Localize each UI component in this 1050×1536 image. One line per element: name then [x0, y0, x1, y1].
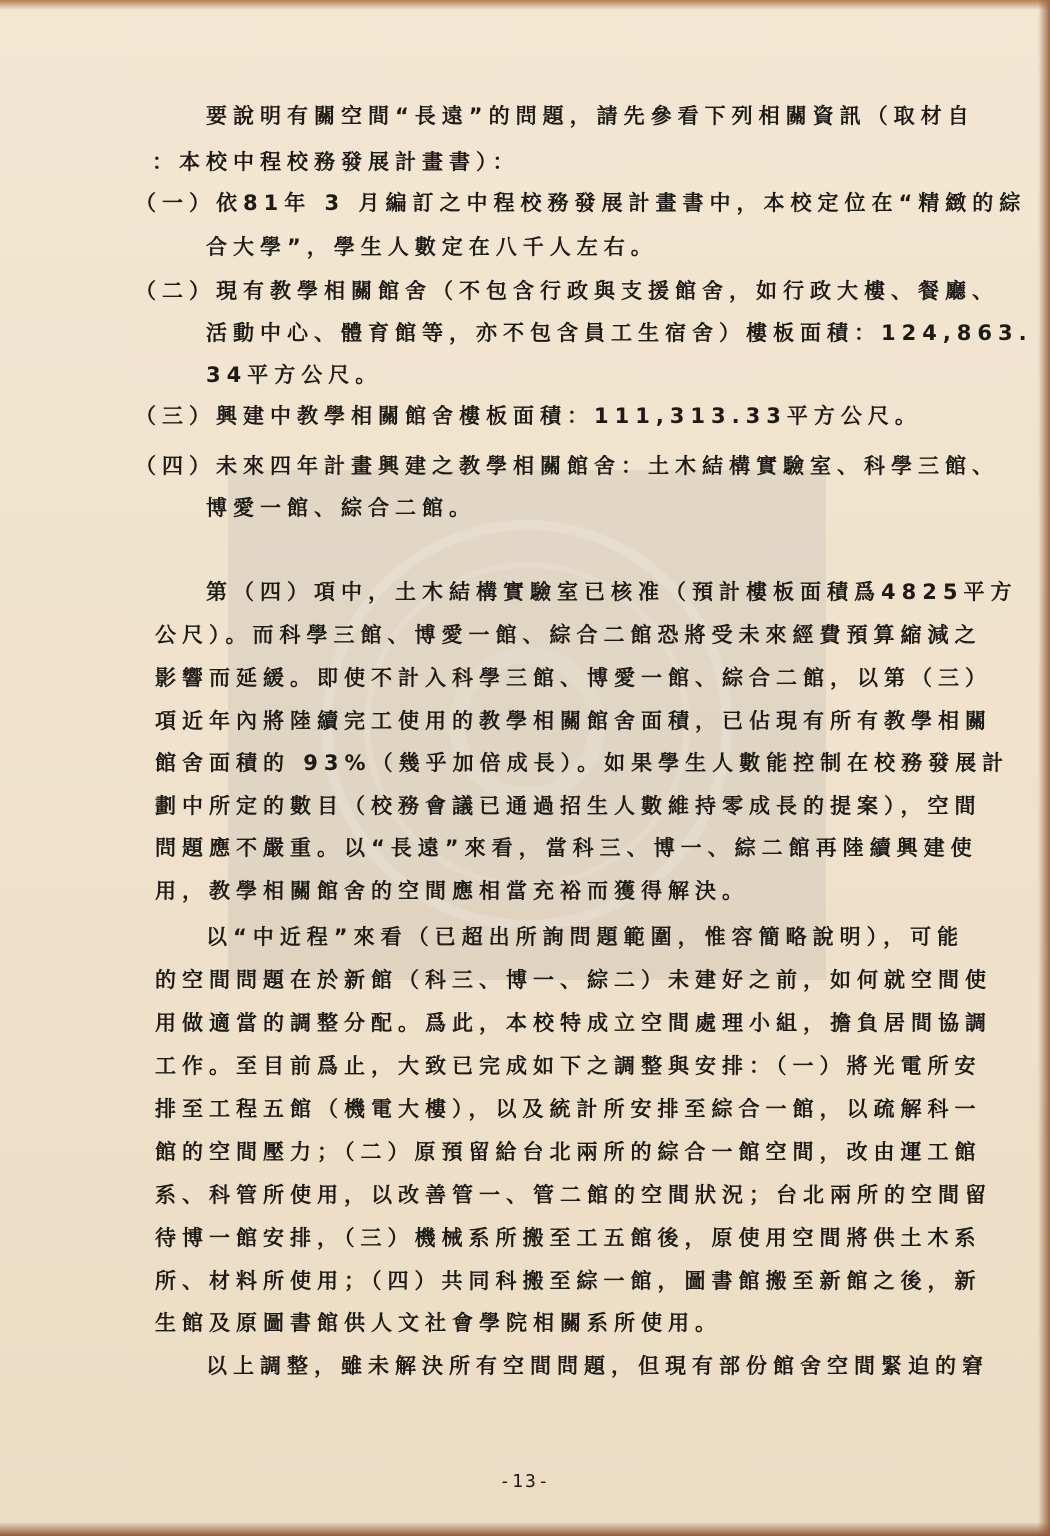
body-line: 問題應不嚴重。以“長遠”來看，當科三、博一、綜二館再陸續興建使 — [155, 836, 978, 860]
page-top-edge — [0, 0, 1050, 10]
body-line: 劃中所定的數目（校務會議已通過招生人數維持零成長的提案），空間 — [155, 794, 982, 818]
page-bottom-edge — [0, 1522, 1050, 1536]
body-line: 排至工程五館（機電大樓），以及統計所安排至綜合一館，以疏解科一 — [155, 1097, 982, 1121]
list-item-4-line-2: 博愛一館、綜合二館。 — [206, 496, 476, 520]
body-line: 生館及原圖書館供人文社會學院相關系所使用。 — [155, 1311, 722, 1335]
body-line: 的空間問題在於新館（科三、博一、綜二）未建好之前，如何就空間使 — [155, 968, 992, 992]
body-line: 所、材料所使用；（四）共同科搬至綜一館，圖書館搬至新館之後，新 — [155, 1269, 982, 1293]
body-line: 待博一館安排，（三）機械系所搬至工五館後，原使用空間將供土木系 — [155, 1226, 982, 1250]
page-number: -13- — [499, 1471, 551, 1492]
list-item-1-line-1: （一）依81年 3 月編訂之中程校務發展計畫書中，本校定位在“精緻的綜 — [135, 191, 1027, 215]
body-line: 用做適當的調整分配。爲此，本校特成立空間處理小組，擔負居間協調 — [155, 1011, 992, 1035]
body-line: 館舍面積的 93%（幾乎加倍成長）。如果學生人數能控制在校務發展計 — [155, 751, 1010, 775]
body-line: 影響而延緩。即使不計入科學三館、博愛一館、綜合二館，以第（三） — [155, 666, 992, 690]
body-line: 以上調整，雖未解決所有空間問題，但現有部份館舍空間緊迫的窘 — [206, 1354, 989, 1378]
body-line: 項近年內將陸續完工使用的教學相關館舍面積，已佔現有所有教學相關 — [155, 709, 992, 733]
list-item-1-line-2: 合大學”，學生人數定在八千人左右。 — [206, 235, 658, 259]
intro-line-2: ：本校中程校務發展計畫書）： — [152, 150, 520, 174]
list-item-4-line-1: （四）未來四年計畫興建之教學相關館舍：土木結構實驗室、科學三館、 — [135, 454, 999, 478]
body-line: 以“中近程”來看（已超出所詢問題範圍，惟容簡略說明），可能 — [206, 925, 965, 949]
body-line: 公尺）。而科學三館、博愛一館、綜合二館恐將受未來經費預算縮減之 — [155, 623, 982, 647]
body-line: 用，教學相關館舍的空間應相當充裕而獲得解決。 — [155, 879, 749, 903]
intro-line-1: 要說明有關空間“長遠”的問題，請先參看下列相關資訊（取材自 — [206, 104, 975, 128]
list-item-3-line-1: （三）興建中教學相關館舍樓板面積：111,313.33平方公尺。 — [135, 404, 922, 428]
list-item-2-line-1: （二）現有教學相關館舍（不包含行政與支援館舍，如行政大樓、餐廳、 — [135, 279, 999, 303]
body-line: 第（四）項中，土木結構實驗室已核准（預計樓板面積爲4825平方 — [206, 580, 1018, 604]
body-line: 館的空間壓力；（二）原預留給台北兩所的綜合一館空間，改由運工館 — [155, 1140, 982, 1164]
body-line: 工作。至目前爲止，大致已完成如下之調整與安排：（一）將光電所安 — [155, 1054, 982, 1078]
list-item-2-line-2: 活動中心、體育館等，亦不包含員工生宿舍）樓板面積：124,863. — [206, 321, 1033, 345]
body-line: 系、科管所使用，以改善管一、管二館的空間狀況；台北兩所的空間留 — [155, 1183, 992, 1207]
list-item-2-line-3: 34平方公尺。 — [206, 363, 383, 387]
